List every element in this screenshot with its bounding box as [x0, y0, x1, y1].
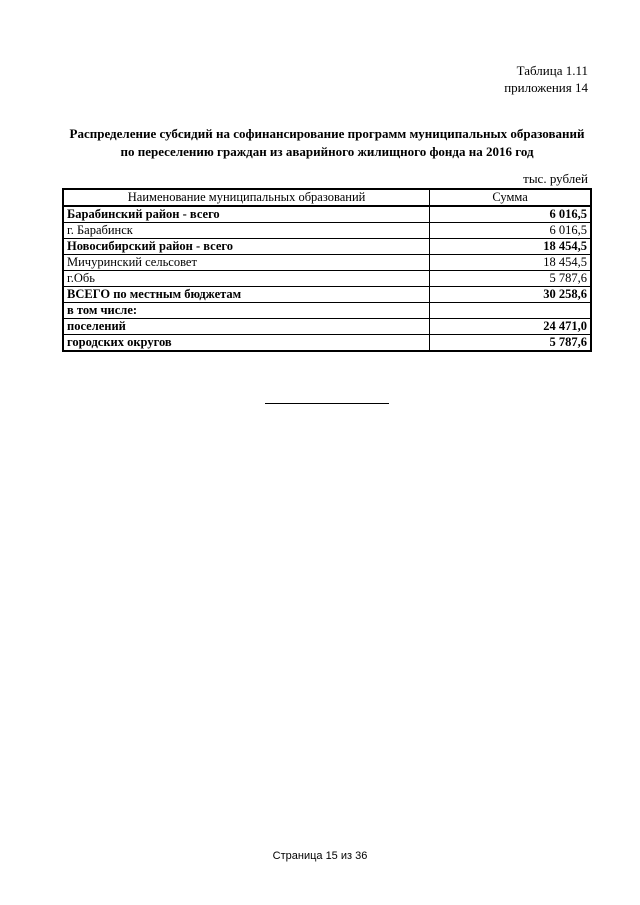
table-row	[63, 255, 591, 271]
row-value: 6 016,5	[430, 223, 591, 239]
row-name: г. Барабинск	[63, 223, 430, 239]
title-line-1: Распределение субсидий на софинансирование программ муниципальных образований	[69, 126, 585, 141]
row-value: 18 454,5	[430, 255, 591, 271]
table-reference	[504, 62, 588, 96]
header-municipality: Наименование муниципальных образований	[63, 189, 430, 206]
table-number: Таблица 1.11	[516, 63, 588, 78]
row-value	[430, 303, 591, 319]
table-row	[63, 335, 591, 352]
row-name: г.Обь	[63, 271, 430, 287]
row-name: поселений	[63, 319, 430, 335]
separator-line	[265, 403, 389, 404]
appendix-number: приложения 14	[504, 80, 588, 95]
row-name: ВСЕГО по местным бюджетам	[63, 287, 430, 303]
units-label: тыс. рублей	[523, 171, 588, 186]
row-value: 30 258,6	[430, 287, 591, 303]
table-row	[63, 303, 591, 319]
table-row	[63, 319, 591, 335]
table-row	[63, 287, 591, 303]
row-value: 24 471,0	[430, 319, 591, 335]
row-name: городских округов	[63, 335, 430, 352]
row-value: 18 454,5	[430, 239, 591, 255]
row-value: 5 787,6	[430, 335, 591, 352]
row-name: в том числе:	[63, 303, 430, 319]
page-number: Страница 15 из 36	[272, 850, 368, 862]
row-name: Барабинский район - всего	[63, 206, 430, 223]
row-value: 5 787,6	[430, 271, 591, 287]
row-value: 6 016,5	[430, 206, 591, 223]
table-row	[63, 206, 591, 223]
table-row	[63, 271, 591, 287]
table-row	[63, 239, 591, 255]
subsidy-table	[62, 188, 592, 352]
table-row	[63, 223, 591, 239]
row-name: Новосибирский район - всего	[63, 239, 430, 255]
row-name: Мичуринский сельсовет	[63, 255, 430, 271]
table-header-row	[63, 189, 591, 206]
document-title	[62, 125, 592, 161]
header-amount: Сумма	[430, 189, 591, 206]
title-line-2: по переселению граждан из аварийного жилищного фонда на 2016 год	[120, 144, 534, 159]
